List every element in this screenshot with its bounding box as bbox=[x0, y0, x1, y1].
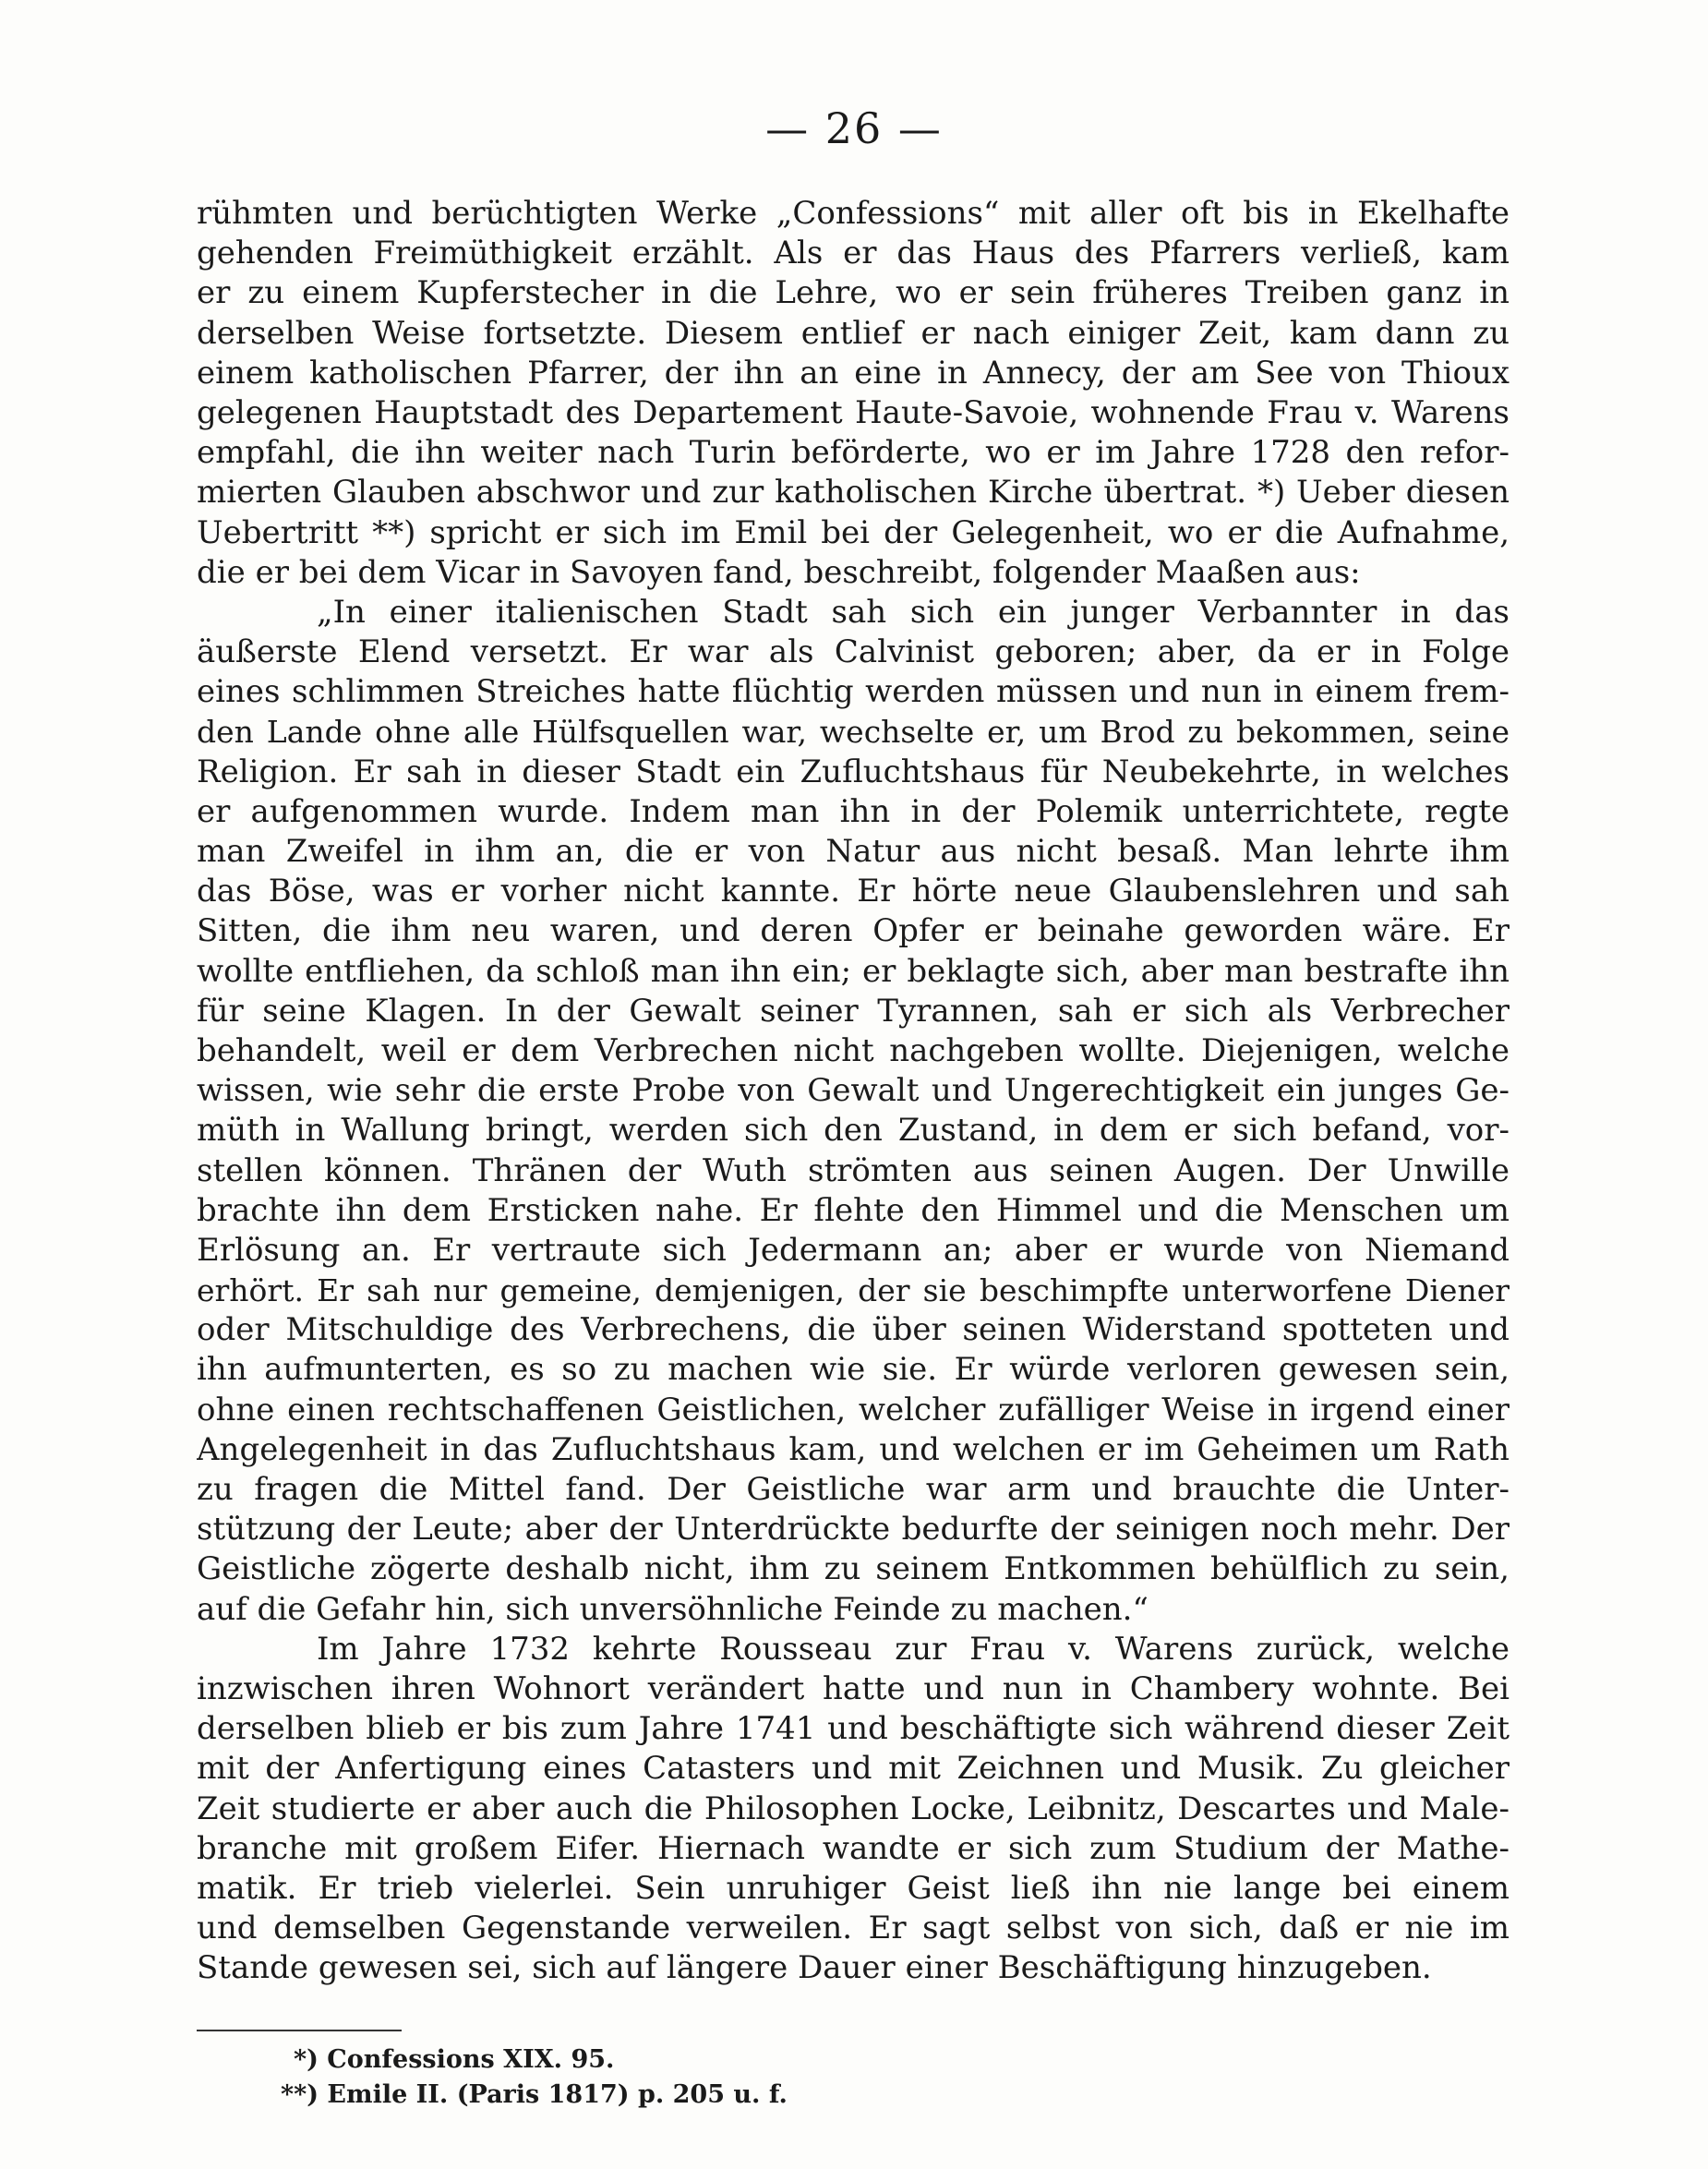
footnotes bbox=[281, 2042, 1125, 2113]
text-line: für seine Klagen. In der Gewalt seiner Tyrannen, sah er sich als Verbrecher bbox=[197, 992, 1510, 1030]
text-line: rühmten und berüchtigten Werke „Confessions“ mit aller oft bis in Ekelhafte bbox=[197, 195, 1510, 232]
text-line: Im Jahre 1732 kehrte Rousseau zur Frau v. Warens zurück, welche bbox=[317, 1630, 1510, 1668]
text-line: Stande gewesen sei, sich auf längere Dauer einer Beschäftigung hinzugeben. bbox=[197, 1949, 1432, 1987]
text-line: gehenden Freimüthigkeit erzählt. Als er das Haus des Pfarrers verließ, kam bbox=[197, 235, 1510, 272]
text-line: inzwischen ihren Wohnort verändert hatte und nun in Chambery wohnte. Bei bbox=[197, 1669, 1510, 1707]
text-line: Uebertritt **) spricht er sich im Emil bei der Gelegenheit, wo er die Aufnahme, bbox=[197, 513, 1510, 551]
page-number: — 26 — bbox=[765, 103, 943, 153]
text-line: brachte ihn dem Ersticken nahe. Er flehte den Himmel und die Menschen um bbox=[197, 1191, 1510, 1229]
text-line: er aufgenommen wurde. Indem man ihn in der Polemik unterrichtete, regte bbox=[197, 792, 1510, 830]
text-line: zu fragen die Mittel fand. Der Geistliche war arm und brauchte die Unter- bbox=[197, 1471, 1510, 1508]
text-line: Zeit studierte er aber auch die Philosophen Locke, Leibnitz, Descartes und Male- bbox=[197, 1789, 1510, 1827]
text-line: wollte entfliehen, da schloß man ihn ein; er beklagte sich, aber man bestrafte ihn bbox=[197, 952, 1510, 990]
text-line: man Zweifel in ihm an, die er von Natur aus nicht besaß. Man lehrte ihm bbox=[197, 833, 1510, 870]
text-line: ohne einen rechtschaffenen Geistlichen, welcher zufälliger Weise in irgend einer bbox=[197, 1391, 1510, 1428]
text-line: Erlösung an. Er vertraute sich Jedermann an; aber er wurde von Niemand bbox=[197, 1231, 1510, 1269]
text-line: äußerste Elend versetzt. Er war als Calvinist geboren; aber, da er in Folge bbox=[197, 633, 1510, 671]
footnote: *) Confessions XIX. 95. bbox=[294, 2045, 615, 2074]
text-line: den Lande ohne alle Hülfsquellen war, wechselte er, um Brod zu bekommen, seine bbox=[197, 714, 1510, 751]
text-line: mierten Glauben abschwor und zur katholischen Kirche übertrat. *) Ueber diesen bbox=[197, 474, 1510, 512]
text-line: müth in Wallung bringt, werden sich den Zustand, in dem er sich befand, vor- bbox=[197, 1112, 1510, 1150]
text-line: ihn aufmunterten, es so zu machen wie sie. Er würde verloren gewesen sein, bbox=[197, 1351, 1510, 1389]
footnote-divider bbox=[197, 2030, 402, 2031]
text-line: matik. Er trieb vielerlei. Sein unruhiger Geist ließ ihn nie lange bei einem bbox=[197, 1869, 1510, 1907]
footnote: **) Emile II. (Paris 1817) p. 205 u. f. bbox=[281, 2080, 788, 2109]
text-line: erhört. Er sah nur gemeine, demjenigen, der sie beschimpfte unterworfene Diener bbox=[197, 1272, 1510, 1309]
text-line: einem katholischen Pfarrer, der ihn an eine in Annecy, der am See von Thioux bbox=[197, 354, 1510, 392]
text-line: derselben Weise fortsetzte. Diesem entlief er nach einiger Zeit, kam dann zu bbox=[197, 314, 1510, 352]
text-line: eines schlimmen Streiches hatte flüchtig werden müssen und nun in einem frem- bbox=[197, 673, 1510, 711]
text-line: Religion. Er sah in dieser Stadt ein Zufluchtshaus für Neubekehrte, in welches bbox=[197, 753, 1510, 790]
text-line: behandelt, weil er dem Verbrechen nicht nachgeben wollte. Diejenigen, welche bbox=[197, 1031, 1510, 1069]
text-line: gelegenen Hauptstadt des Departement Haute-Savoie, wohnende Frau v. Warens bbox=[197, 393, 1510, 431]
text-line: die er bei dem Vicar in Savoyen fand, beschreibt, folgender Maaßen aus: bbox=[197, 553, 1361, 591]
text-line: empfahl, die ihn weiter nach Turin beförderte, wo er im Jahre 1728 den refor- bbox=[197, 434, 1510, 472]
text-line: derselben blieb er bis zum Jahre 1741 und beschäftigte sich während dieser Zeit bbox=[197, 1710, 1510, 1748]
text-line: er zu einem Kupferstecher in die Lehre, wo er sein früheres Treiben ganz in bbox=[197, 274, 1510, 312]
text-line: Sitten, die ihm neu waren, und deren Opfer er beinahe geworden wäre. Er bbox=[197, 912, 1510, 950]
text-line: „In einer italienischen Stadt sah sich ein junger Verbannter in das bbox=[317, 593, 1510, 631]
text-line: branche mit großem Eifer. Hiernach wandte er sich zum Studium der Mathe- bbox=[197, 1829, 1510, 1867]
body-text bbox=[197, 194, 1510, 1988]
text-line: Geistliche zögerte deshalb nicht, ihm zu seinem Entkommen behülflich zu sein, bbox=[197, 1550, 1510, 1588]
text-line: oder Mitschuldige des Verbrechens, die über seinen Widerstand spotteten und bbox=[197, 1311, 1510, 1349]
text-line: und demselben Gegenstande verweilen. Er sagt selbst von sich, daß er nie im bbox=[197, 1910, 1510, 1947]
text-line: mit der Anfertigung eines Catasters und mit Zeichnen und Musik. Zu gleicher bbox=[197, 1750, 1510, 1788]
text-line: wissen, wie sehr die erste Probe von Gewalt und Ungerechtigkeit ein junges Ge- bbox=[197, 1072, 1510, 1110]
text-line: Angelegenheit in das Zufluchtshaus kam, und welchen er im Geheimen um Rath bbox=[197, 1430, 1510, 1468]
text-line: auf die Gefahr hin, sich unversöhnliche Feinde zu machen.“ bbox=[197, 1590, 1149, 1628]
text-line: das Böse, was er vorher nicht kannte. Er hörte neue Glaubenslehren und sah bbox=[197, 873, 1510, 910]
text-line: stützung der Leute; aber der Unterdrückte bedurfte der seinigen noch mehr. Der bbox=[197, 1511, 1510, 1548]
text-line: stellen können. Thränen der Wuth strömten aus seinen Augen. Der Unwille bbox=[197, 1151, 1510, 1189]
